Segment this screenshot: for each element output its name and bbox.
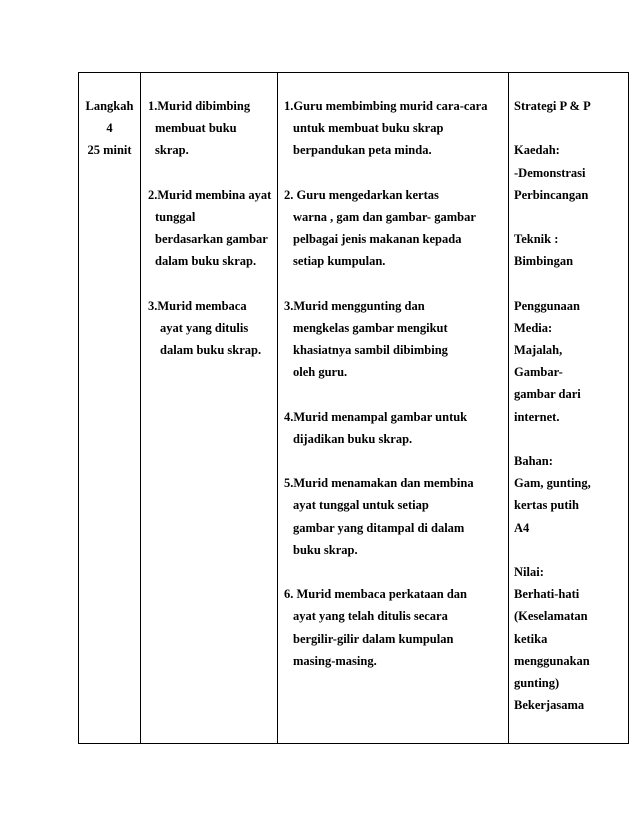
strategy-line: Bekerjasama (514, 698, 585, 713)
pupil-activity-1-line-3: skrap. (155, 143, 189, 158)
teaching-step-4-line-1: 4.Murid menampal gambar untuk (284, 409, 468, 424)
pupil-activity-2-line-3: berdasarkan gambar (155, 232, 268, 247)
teaching-step-3-line-1: 3.Murid menggunting dan (284, 298, 425, 313)
step-label: Langkah (85, 99, 134, 113)
strategy-line: Penggunaan (514, 298, 580, 313)
spacer (284, 162, 508, 184)
strategy-line: gambar dari (514, 387, 581, 402)
strategy-line: Strategi P & P (514, 99, 591, 113)
strategy-line: Bimbingan (514, 254, 574, 269)
strategy-line: internet. (514, 409, 560, 424)
pupil-activity-cell (141, 73, 278, 744)
strategy-line: -Demonstrasi (514, 165, 586, 180)
spacer (514, 206, 628, 228)
pupil-activity-2-line-2: tunggal (155, 209, 196, 224)
spacer (284, 561, 508, 583)
strategy-list (509, 73, 628, 716)
teaching-step-6-line-4: masing-masing. (293, 653, 377, 668)
pupil-activity-1-line-1: 1.Murid dibimbing (148, 99, 251, 113)
step-cell (79, 73, 141, 744)
strategy-line: Media: (514, 320, 553, 335)
teaching-step-2-line-4: setiap kumpulan. (293, 254, 386, 269)
teaching-step-1-line-1: 1.Guru membimbing murid cara-cara (284, 99, 488, 113)
strategy-line: kertas putih (514, 498, 579, 513)
pupil-activity-1-line-2: membuat buku (155, 121, 237, 136)
strategy-line: ketika (514, 631, 548, 646)
pupil-activity-3-line-2: ayat yang ditulis (160, 320, 249, 335)
strategy-line: Berhati-hati (514, 587, 580, 602)
teaching-step-3-line-2: mengkelas gambar mengikut (293, 320, 448, 335)
teaching-step-1-line-3: berpandukan peta minda. (293, 143, 432, 158)
strategy-line: Majalah, (514, 343, 563, 358)
strategy-line: Kaedah: (514, 143, 560, 158)
teaching-step-2-line-2: warna , gam dan gambar- gambar (293, 209, 476, 224)
pupil-activity-2-line-1: 2.Murid membina ayat (148, 187, 272, 202)
table-row (79, 73, 629, 744)
teaching-step-3-line-4: oleh guru. (293, 365, 348, 380)
strategy-line: Nilai: (514, 564, 544, 579)
strategy-line: Teknik : (514, 232, 559, 247)
spacer (514, 273, 628, 295)
spacer (514, 539, 628, 561)
strategy-line: menggunakan (514, 653, 590, 668)
spacer (284, 383, 508, 405)
teaching-step-cell (278, 73, 509, 744)
strategy-line: Perbincangan (514, 187, 589, 202)
teaching-step-5-line-3: gambar yang ditampal di dalam (293, 520, 465, 535)
spacer (514, 428, 628, 450)
pupil-activity-2-line-4: dalam buku skrap. (155, 254, 257, 269)
teaching-step-5-line-1: 5.Murid menamakan dan membina (284, 476, 474, 491)
strategy-line: Gam, gunting, (514, 476, 591, 491)
strategy-line: (Keselamatan (514, 609, 588, 624)
step-duration: 25 minit (87, 143, 132, 158)
teaching-step-2-line-1: 2. Guru mengedarkan kertas (284, 187, 439, 202)
strategy-line: gunting) (514, 675, 560, 690)
strategy-line: Gambar- (514, 365, 563, 380)
pupil-activity-3-line-3: dalam buku skrap. (160, 343, 262, 358)
spacer (514, 117, 628, 139)
step-number: 4 (106, 121, 113, 136)
pupil-activity-3-line-1: 3.Murid membaca (148, 298, 247, 313)
spacer (284, 273, 508, 295)
teaching-step-2-line-3: pelbagai jenis makanan kepada (293, 232, 462, 247)
teaching-step-4-line-2: dijadikan buku skrap. (293, 431, 413, 446)
strategy-line: A4 (514, 520, 530, 535)
spacer (148, 162, 277, 184)
strategy-line: Bahan: (514, 454, 553, 468)
lesson-plan-table (78, 72, 629, 744)
teaching-step-6-line-2: ayat yang telah ditulis secara (293, 609, 448, 624)
spacer (148, 273, 277, 295)
teaching-step-6-line-3: bergilir-gilir dalam kumpulan (293, 631, 454, 646)
teaching-step-1-line-2: untuk membuat buku skrap (293, 121, 444, 136)
teaching-step-5-line-4: buku skrap. (293, 542, 358, 557)
teaching-step-3-line-3: khasiatnya sambil dibimbing (293, 343, 448, 358)
teaching-step-6-line-1: 6. Murid membaca perkataan dan (284, 587, 467, 602)
teaching-step-5-line-2: ayat tunggal untuk setiap (293, 498, 429, 513)
strategy-cell (509, 73, 629, 744)
spacer (284, 450, 508, 472)
